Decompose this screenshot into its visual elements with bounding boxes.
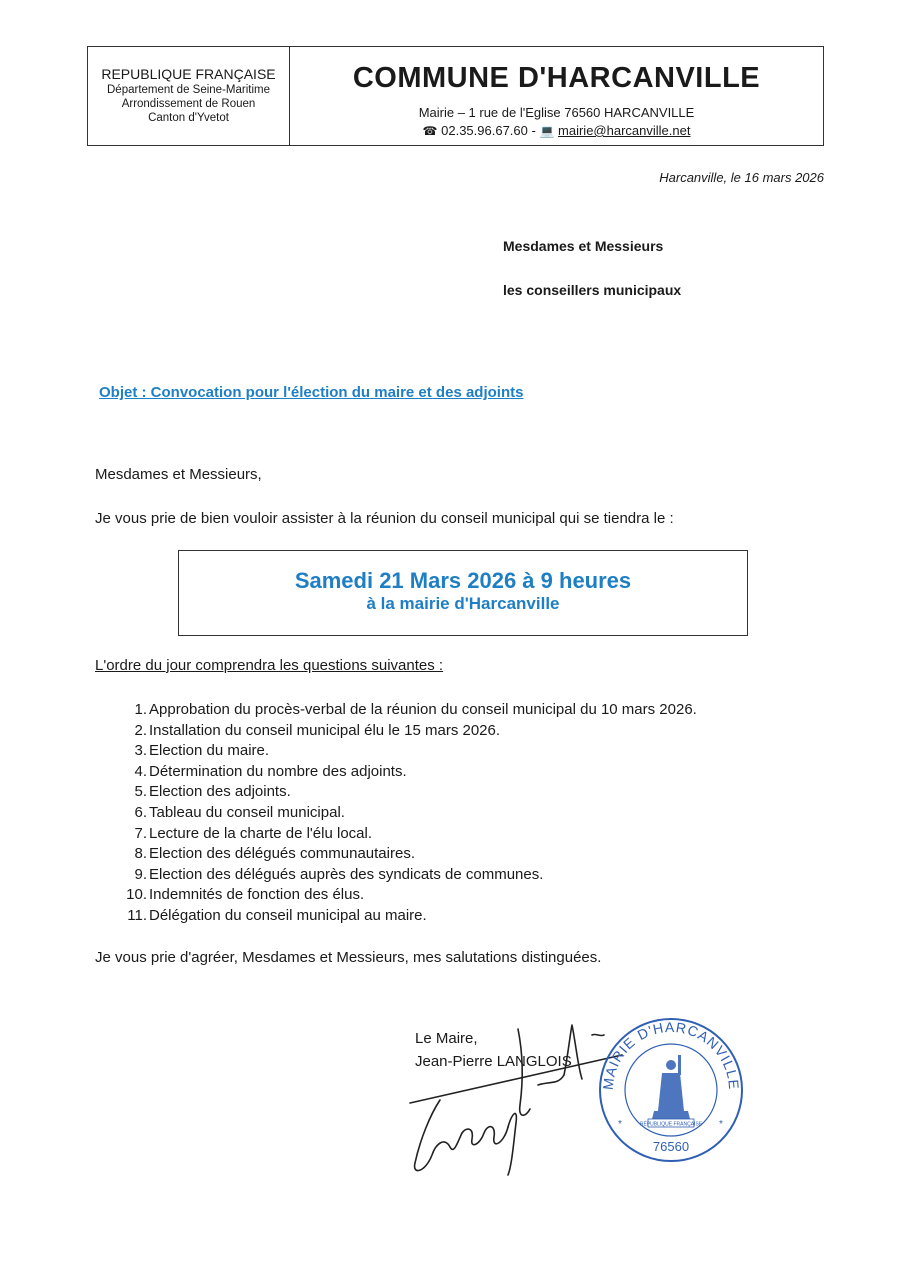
agenda-item-number: 8. <box>134 845 147 863</box>
svg-text:MAIRIE D'HARCANVILLE: MAIRIE D'HARCANVILLE <box>599 1018 743 1091</box>
contact-line <box>290 123 823 139</box>
agenda-item-number: 1. <box>134 701 147 718</box>
agenda-item-number: 10. <box>126 886 147 904</box>
svg-text:*: * <box>618 1119 622 1130</box>
agenda-item <box>110 782 697 803</box>
agenda-item <box>110 906 697 927</box>
agenda-list <box>110 700 697 927</box>
agenda-item-number: 4. <box>134 762 147 780</box>
phone-icon: ☎ <box>422 124 438 138</box>
commune-name: COMMUNE D'HARCANVILLE <box>352 62 761 94</box>
agenda-item-number: 7. <box>134 824 147 842</box>
republic-title: REPUBLIQUE FRANÇAISE <box>101 66 276 82</box>
agenda-item <box>110 741 697 762</box>
agenda-item-text: Election des délégués communautaires. <box>149 845 415 863</box>
department-line: Département de Seine-Maritime <box>107 84 270 96</box>
mairie-address: Mairie – 1 rue de l'Eglise 76560 HARCANVILLE <box>418 105 695 120</box>
salutation: Mesdames et Messieurs, <box>95 466 262 483</box>
meeting-box <box>178 550 748 636</box>
agenda-item-text: Approbation du procès-verbal de la réunion du conseil municipal du 10 mars 2026. <box>149 701 697 718</box>
agenda-item <box>110 762 697 783</box>
recipient-line-1: Mesdames et Messieurs <box>503 238 664 254</box>
agenda-item-text: Lecture de la charte de l'élu local. <box>149 824 373 842</box>
intro-paragraph: Je vous prie de bien vouloir assister à la réunion du conseil municipal qui se tiendra le : <box>95 510 674 527</box>
letterhead-admin-block <box>88 47 290 145</box>
svg-text:76560: 76560 <box>652 1139 690 1154</box>
meeting-date: Samedi 21 Mars 2026 à 9 heures <box>294 568 632 593</box>
agenda-item <box>110 885 697 906</box>
closing-formula: Je vous prie d'agréer, Mesdames et Messieurs, mes salutations distinguées. <box>95 949 602 966</box>
mayor-title: Le Maire, <box>415 1030 478 1047</box>
agenda-item <box>110 721 697 742</box>
agenda-item-text: Election des délégués auprès des syndicats de communes. <box>149 865 544 883</box>
agenda-item <box>110 803 697 824</box>
town-hall-seal <box>596 1015 746 1165</box>
agenda-item <box>110 844 697 865</box>
agenda-item-text: Election des adjoints. <box>149 783 291 801</box>
computer-icon: 💻 <box>539 124 555 138</box>
agenda-item-text: Election du maire. <box>149 742 270 760</box>
svg-text:RÉPUBLIQUE FRANÇAISE: RÉPUBLIQUE FRANÇAISE <box>639 1121 703 1128</box>
meeting-place: à la mairie d'Harcanville <box>366 594 560 613</box>
agenda-item-number: 6. <box>134 803 147 821</box>
agenda-item <box>110 700 697 721</box>
svg-text:*: * <box>719 1119 723 1130</box>
agenda-item-number: 5. <box>134 783 147 801</box>
agenda-item-text: Délégation du conseil municipal au maire. <box>149 906 427 924</box>
mayor-name: Jean-Pierre LANGLOIS <box>415 1053 572 1070</box>
agenda-item-number: 3. <box>134 742 147 760</box>
agenda-item-text: Indemnités de fonction des élus. <box>149 886 365 904</box>
subject-line: Objet : Convocation pour l'élection du maire et des adjoints <box>99 384 524 401</box>
agenda-item-number: 11. <box>127 906 147 924</box>
arrondissement-line: Arrondissement de Rouen <box>121 98 256 110</box>
agenda-item-number: 2. <box>134 721 147 739</box>
agenda-item-number: 9. <box>134 865 147 883</box>
agenda-item <box>110 824 697 845</box>
letterhead-commune-block <box>290 47 823 145</box>
phone-number: 02.35.96.67.60 - <box>441 123 536 138</box>
email-link[interactable]: mairie@harcanville.net <box>558 123 691 138</box>
agenda-intro: L'ordre du jour comprendra les questions suivantes : <box>95 657 444 674</box>
canton-line: Canton d'Yvetot <box>148 112 229 124</box>
agenda-item-text: Détermination du nombre des adjoints. <box>149 762 407 780</box>
agenda-item-text: Tableau du conseil municipal. <box>149 803 345 821</box>
agenda-item-text: Installation du conseil municipal élu le 15 mars 2026. <box>149 721 501 739</box>
date-line: Harcanville, le 16 mars 2026 <box>659 170 824 185</box>
letterhead-box <box>87 46 824 146</box>
agenda-item <box>110 865 697 886</box>
recipient-line-2: les conseillers municipaux <box>503 282 682 298</box>
